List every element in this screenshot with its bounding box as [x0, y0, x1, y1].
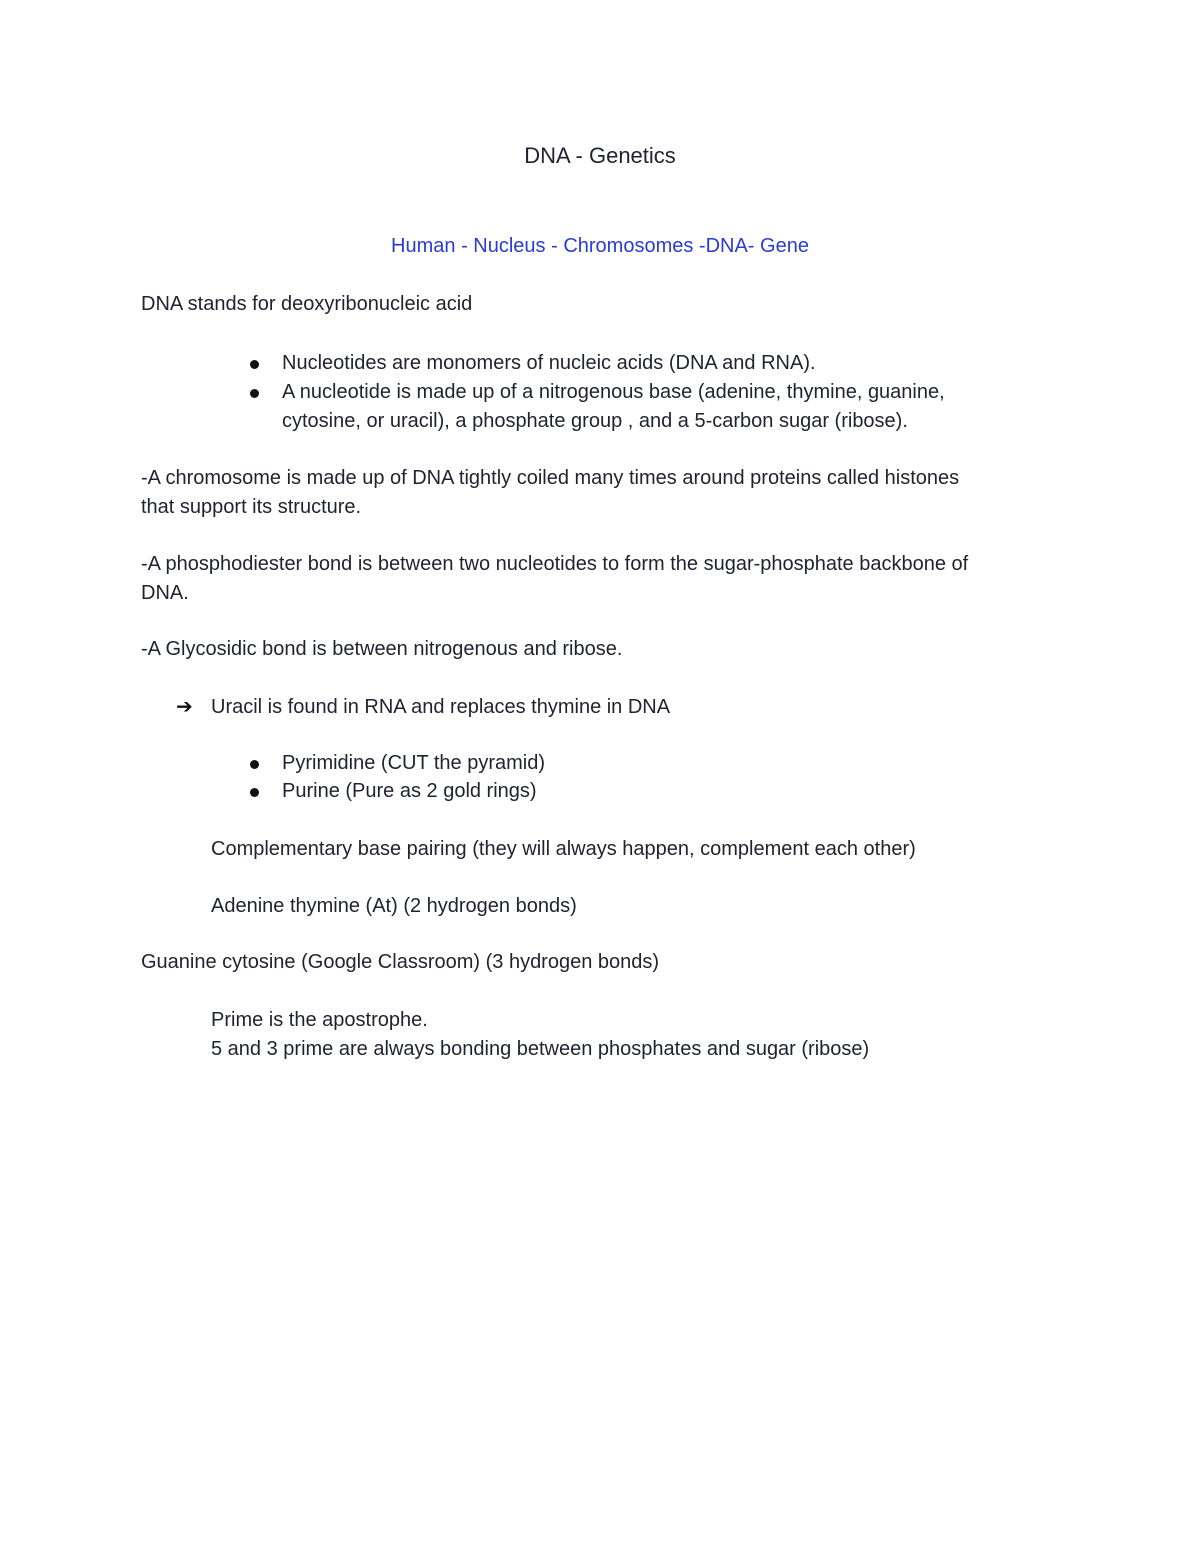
paragraph-adenine: Adenine thymine (At) (2 hydrogen bonds) [211, 895, 577, 917]
paragraph-guanine: Guanine cytosine (Google Classroom) (3 hydrogen bonds) [141, 951, 660, 973]
subtitle-hierarchy: Human - Nucleus - Chromosomes -DNA- Gene [391, 235, 809, 257]
bullet-icon [250, 760, 259, 769]
arrow-right-icon: ➔ [176, 696, 193, 718]
bullet-icon [250, 389, 259, 398]
list-item-continuation: cytosine, or uracil), a phosphate group , and a 5-carbon sugar (ribose). [282, 410, 908, 432]
list-item: Nucleotides are monomers of nucleic acids (DNA and RNA). [282, 352, 816, 374]
paragraph-complementary: Complementary base pairing (they will always happen, complement each other) [211, 838, 916, 860]
list-item: Pyrimidine (CUT the pyramid) [282, 752, 546, 774]
paragraph-chromosome: -A chromosome is made up of DNA tightly coiled many times around proteins called histones [141, 467, 960, 489]
paragraph-phosphodiester-continuation: DNA. [141, 582, 189, 604]
paragraph-chromosome-continuation: that support its structure. [141, 496, 362, 518]
intro-text: DNA stands for deoxyribonucleic acid [141, 293, 473, 315]
bullet-icon [250, 360, 259, 369]
arrow-list-item: Uracil is found in RNA and replaces thymine in DNA [211, 696, 671, 718]
page-title: DNA - Genetics [524, 143, 676, 168]
bullet-icon [250, 788, 259, 797]
paragraph-prime: Prime is the apostrophe. [211, 1009, 428, 1031]
paragraph-prime-bonding: 5 and 3 prime are always bonding between phosphates and sugar (ribose) [211, 1038, 870, 1060]
paragraph-glycosidic: -A Glycosidic bond is between nitrogenous and ribose. [141, 638, 623, 660]
paragraph-phosphodiester: -A phosphodiester bond is between two nucleotides to form the sugar-phosphate backbone of [141, 553, 969, 575]
list-item: Purine (Pure as 2 gold rings) [282, 780, 537, 802]
list-item: A nucleotide is made up of a nitrogenous base (adenine, thymine, guanine, [282, 381, 945, 403]
